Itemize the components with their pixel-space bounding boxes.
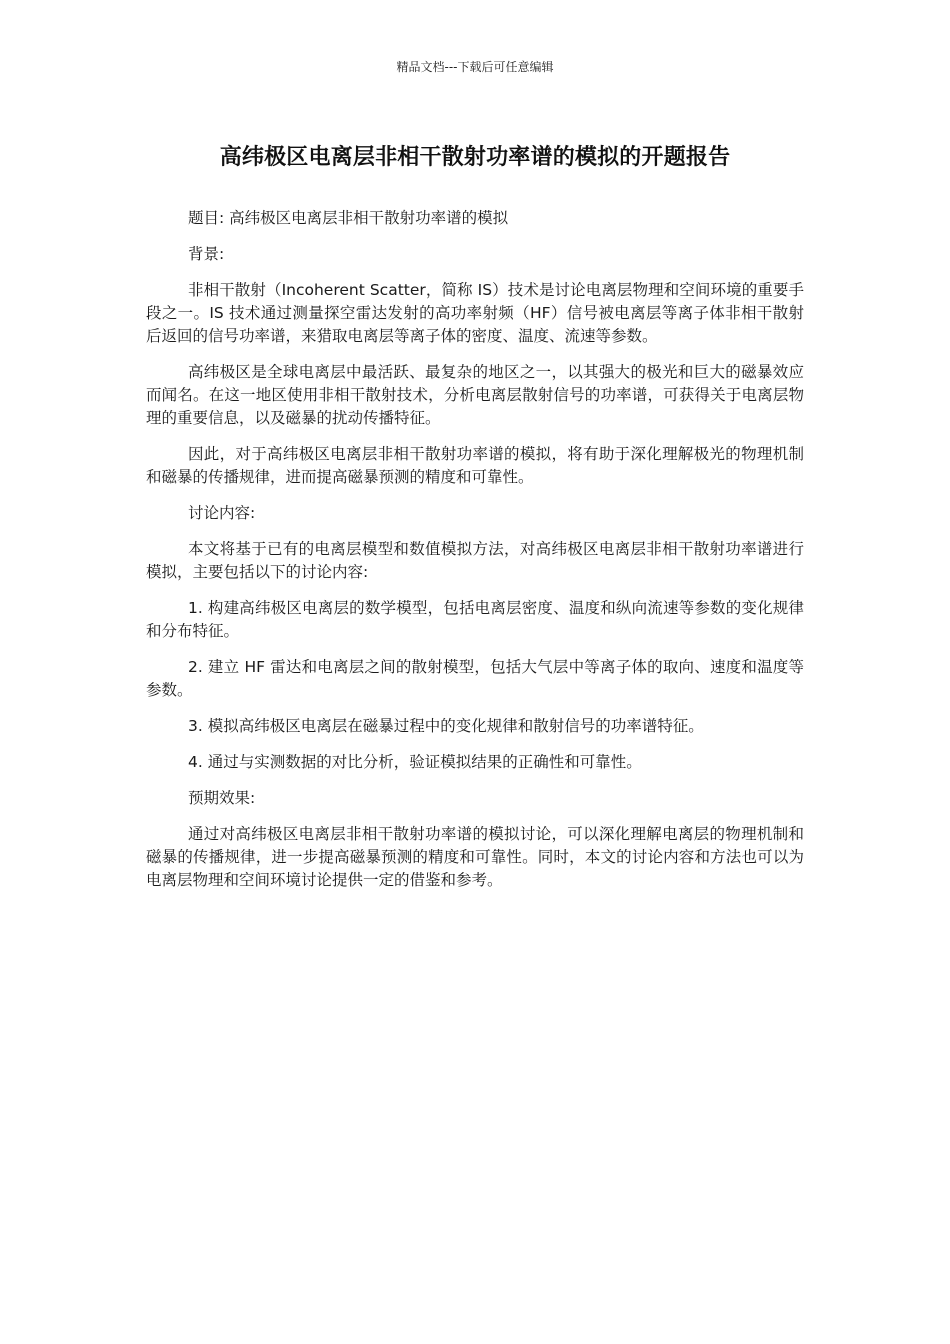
paragraph-background-2: 高纬极区是全球电离层中最活跃、最复杂的地区之一，以其强大的极光和巨大的磁暴效应而闻名。在这一地区使用非相干散射技术，分析电离层散射信号的功率谱，可获得关于电离层物理的重要信息，以及磁暴的扰动传播特征。 bbox=[146, 363, 804, 427]
paragraph-background-1: 非相干散射（Incoherent Scatter，简称 IS）技术是讨论电离层物理和空间环境的重要手段之一。IS 技术通过测量探空雷达发射的高功率射频（HF）信号被电离层等离子体非相干散射后返回的信号功率谱，来猎取电离层等离子体的密度、温度、流速等参数。 bbox=[146, 281, 804, 345]
paragraph-background-3: 因此，对于高纬极区电离层非相干散射功率谱的模拟，将有助于深化理解极光的物理机制和磁暴的传播规律，进而提高磁暴预测的精度和可靠性。 bbox=[146, 445, 804, 486]
section-heading-content: 讨论内容: bbox=[188, 504, 256, 522]
paragraph-content-intro: 本文将基于已有的电离层模型和数值模拟方法，对高纬极区电离层非相干散射功率谱进行模拟，主要包括以下的讨论内容: bbox=[146, 540, 804, 581]
list-item-4: 4. 通过与实测数据的对比分析，验证模拟结果的正确性和可靠性。 bbox=[188, 753, 642, 771]
list-item-3: 3. 模拟高纬极区电离层在磁暴过程中的变化规律和散射信号的功率谱特征。 bbox=[188, 717, 704, 735]
page-header-watermark: 精品文档---下载后可任意编辑 bbox=[396, 60, 554, 74]
section-heading-background: 背景: bbox=[188, 245, 225, 263]
list-item-2: 2. 建立 HF 雷达和电离层之间的散射模型，包括大气层中等离子体的取向、速度和温度等参数。 bbox=[146, 658, 804, 699]
paragraph-topic: 题目: 高纬极区电离层非相干散射功率谱的模拟 bbox=[188, 209, 509, 227]
section-heading-expected: 预期效果: bbox=[188, 789, 256, 807]
document-body bbox=[146, 207, 804, 905]
list-item-1: 1. 构建高纬极区电离层的数学模型，包括电离层密度、温度和纵向流速等参数的变化规律和分布特征。 bbox=[146, 599, 804, 640]
document-title: 高纬极区电离层非相干散射功率谱的模拟的开题报告 bbox=[219, 145, 731, 170]
paragraph-expected: 通过对高纬极区电离层非相干散射功率谱的模拟讨论，可以深化理解电离层的物理机制和磁暴的传播规律，进一步提高磁暴预测的精度和可靠性。同时，本文的讨论内容和方法也可以为电离层物理和空间环境讨论提供一定的借鉴和参考。 bbox=[146, 825, 804, 889]
